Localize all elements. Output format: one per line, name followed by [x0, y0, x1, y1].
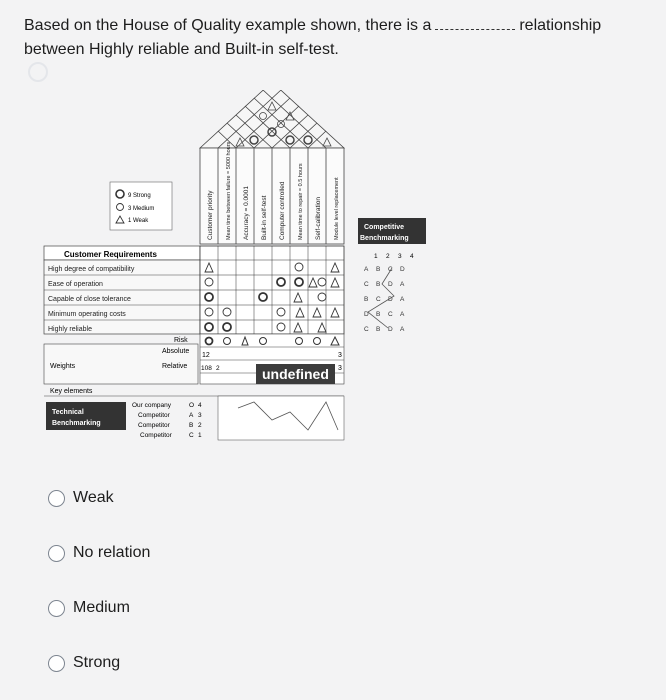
loading-ring-icon: [28, 62, 48, 82]
question-part1: Based on the House of Quality example shown, there is a: [24, 17, 432, 34]
option-no-relation[interactable]: No relation: [48, 544, 150, 562]
customer-requirements-header: Customer Requirements: [64, 250, 157, 259]
req-close-tolerance: Capable of close tolerance: [48, 296, 131, 303]
option-weak[interactable]: Weak: [48, 489, 114, 507]
svg-text:Technical: Technical: [52, 409, 84, 416]
competitive-benchmarking: [358, 218, 426, 260]
risk-label: Risk: [174, 337, 188, 344]
svg-text:3: 3: [198, 412, 202, 419]
relative-label: Relative: [162, 363, 188, 370]
svg-text:Competitor: Competitor: [138, 412, 170, 419]
svg-text:A: A: [364, 266, 369, 273]
svg-text:B: B: [189, 422, 194, 429]
answer-blank: [435, 15, 515, 30]
technical-benchmarking: [46, 396, 344, 440]
svg-text:1: 1: [198, 432, 202, 439]
req-compatibility: High degree of compatibility: [48, 266, 135, 273]
svg-text:B: B: [376, 326, 381, 333]
technical-headers: [200, 148, 344, 244]
svg-text:3: 3: [398, 253, 402, 260]
svg-text:C: C: [189, 432, 194, 439]
relationship-matrix: [200, 246, 344, 334]
svg-text:2: 2: [198, 422, 202, 429]
question-text: [24, 14, 664, 62]
legend-strong: 9 Strong: [128, 193, 151, 199]
svg-text:C: C: [388, 266, 393, 273]
svg-text:Competitive: Competitive: [364, 224, 405, 231]
radio-strong[interactable]: [48, 655, 65, 672]
svg-text:A: A: [400, 326, 405, 333]
svg-text:4: 4: [198, 402, 202, 409]
relative-first-value: 108: [201, 365, 212, 372]
option-medium[interactable]: Medium: [48, 599, 130, 617]
svg-text:B: B: [376, 281, 381, 288]
question-part2: relationship: [519, 17, 602, 34]
svg-text:C: C: [364, 326, 369, 333]
header-module-replacement: Module level replacement: [334, 177, 340, 240]
svg-text:A: A: [400, 296, 405, 303]
svg-text:D: D: [388, 281, 393, 288]
svg-text:C: C: [376, 296, 381, 303]
svg-text:Benchmarking: Benchmarking: [52, 420, 101, 427]
svg-text:D: D: [364, 311, 369, 318]
header-accuracy: Accuracy = 0.0001: [243, 185, 250, 240]
svg-text:Competitor: Competitor: [138, 422, 170, 429]
req-ease-of-operation: Ease of operation: [48, 281, 103, 288]
weights-label: Weights: [50, 363, 76, 370]
svg-text:A: A: [400, 281, 405, 288]
svg-text:A: A: [189, 412, 194, 419]
header-mtbf: Mean time between failure = 5000 hours: [226, 141, 232, 240]
svg-text:1: 1: [374, 253, 378, 260]
absolute-last-value: 3: [338, 352, 342, 359]
svg-text:Our company: Our company: [132, 402, 172, 409]
radio-no-relation[interactable]: [48, 545, 65, 562]
option-strong[interactable]: Strong: [48, 654, 120, 672]
benchmark-grid: [364, 266, 405, 333]
req-operating-costs: Minimum operating costs: [48, 311, 126, 318]
relationship-legend: [110, 182, 172, 230]
svg-text:2: 2: [386, 253, 390, 260]
svg-text:O: O: [189, 402, 195, 409]
svg-text:4: 4: [410, 253, 414, 260]
key-elements-label: Key elements: [50, 388, 93, 395]
svg-text:A: A: [400, 311, 405, 318]
svg-text:C: C: [364, 281, 369, 288]
question-part3: between Highly reliable and Built-in self-test.: [24, 41, 339, 58]
house-of-quality-figure: [42, 90, 442, 500]
svg-text:D: D: [388, 296, 393, 303]
svg-text:Benchmarking: Benchmarking: [360, 235, 409, 242]
svg-text:D: D: [388, 326, 393, 333]
header-built-in-self-test: Built-in self-test: [261, 195, 268, 240]
svg-text:C: C: [388, 311, 393, 318]
absolute-label: Absolute: [162, 348, 190, 355]
header-mttr: Mean time to repair = 0.5 hours: [298, 163, 304, 240]
relative-last-value: 3: [338, 365, 342, 372]
req-highly-reliable: Highly reliable: [48, 326, 92, 333]
relative-second-value: 2: [216, 365, 220, 372]
svg-text:B: B: [364, 296, 369, 303]
customer-requirements-list: [44, 260, 200, 334]
radio-weak[interactable]: [48, 490, 65, 507]
header-computer-controlled: Computer controlled: [279, 181, 286, 240]
undefined-overlay: undefined: [256, 364, 335, 384]
header-self-calibration: Self-calibration: [315, 197, 322, 240]
legend-weak: 1 Weak: [128, 218, 149, 224]
svg-text:B: B: [376, 266, 381, 273]
svg-text:D: D: [400, 266, 405, 273]
legend-medium: 3 Medium: [128, 206, 155, 212]
absolute-first-value: 12: [202, 352, 210, 359]
header-customer-priority: Customer priority: [207, 190, 214, 240]
svg-text:Competitor: Competitor: [140, 432, 172, 439]
svg-text:B: B: [376, 311, 381, 318]
radio-medium[interactable]: [48, 600, 65, 617]
roof-correlation-matrix: [200, 90, 344, 148]
